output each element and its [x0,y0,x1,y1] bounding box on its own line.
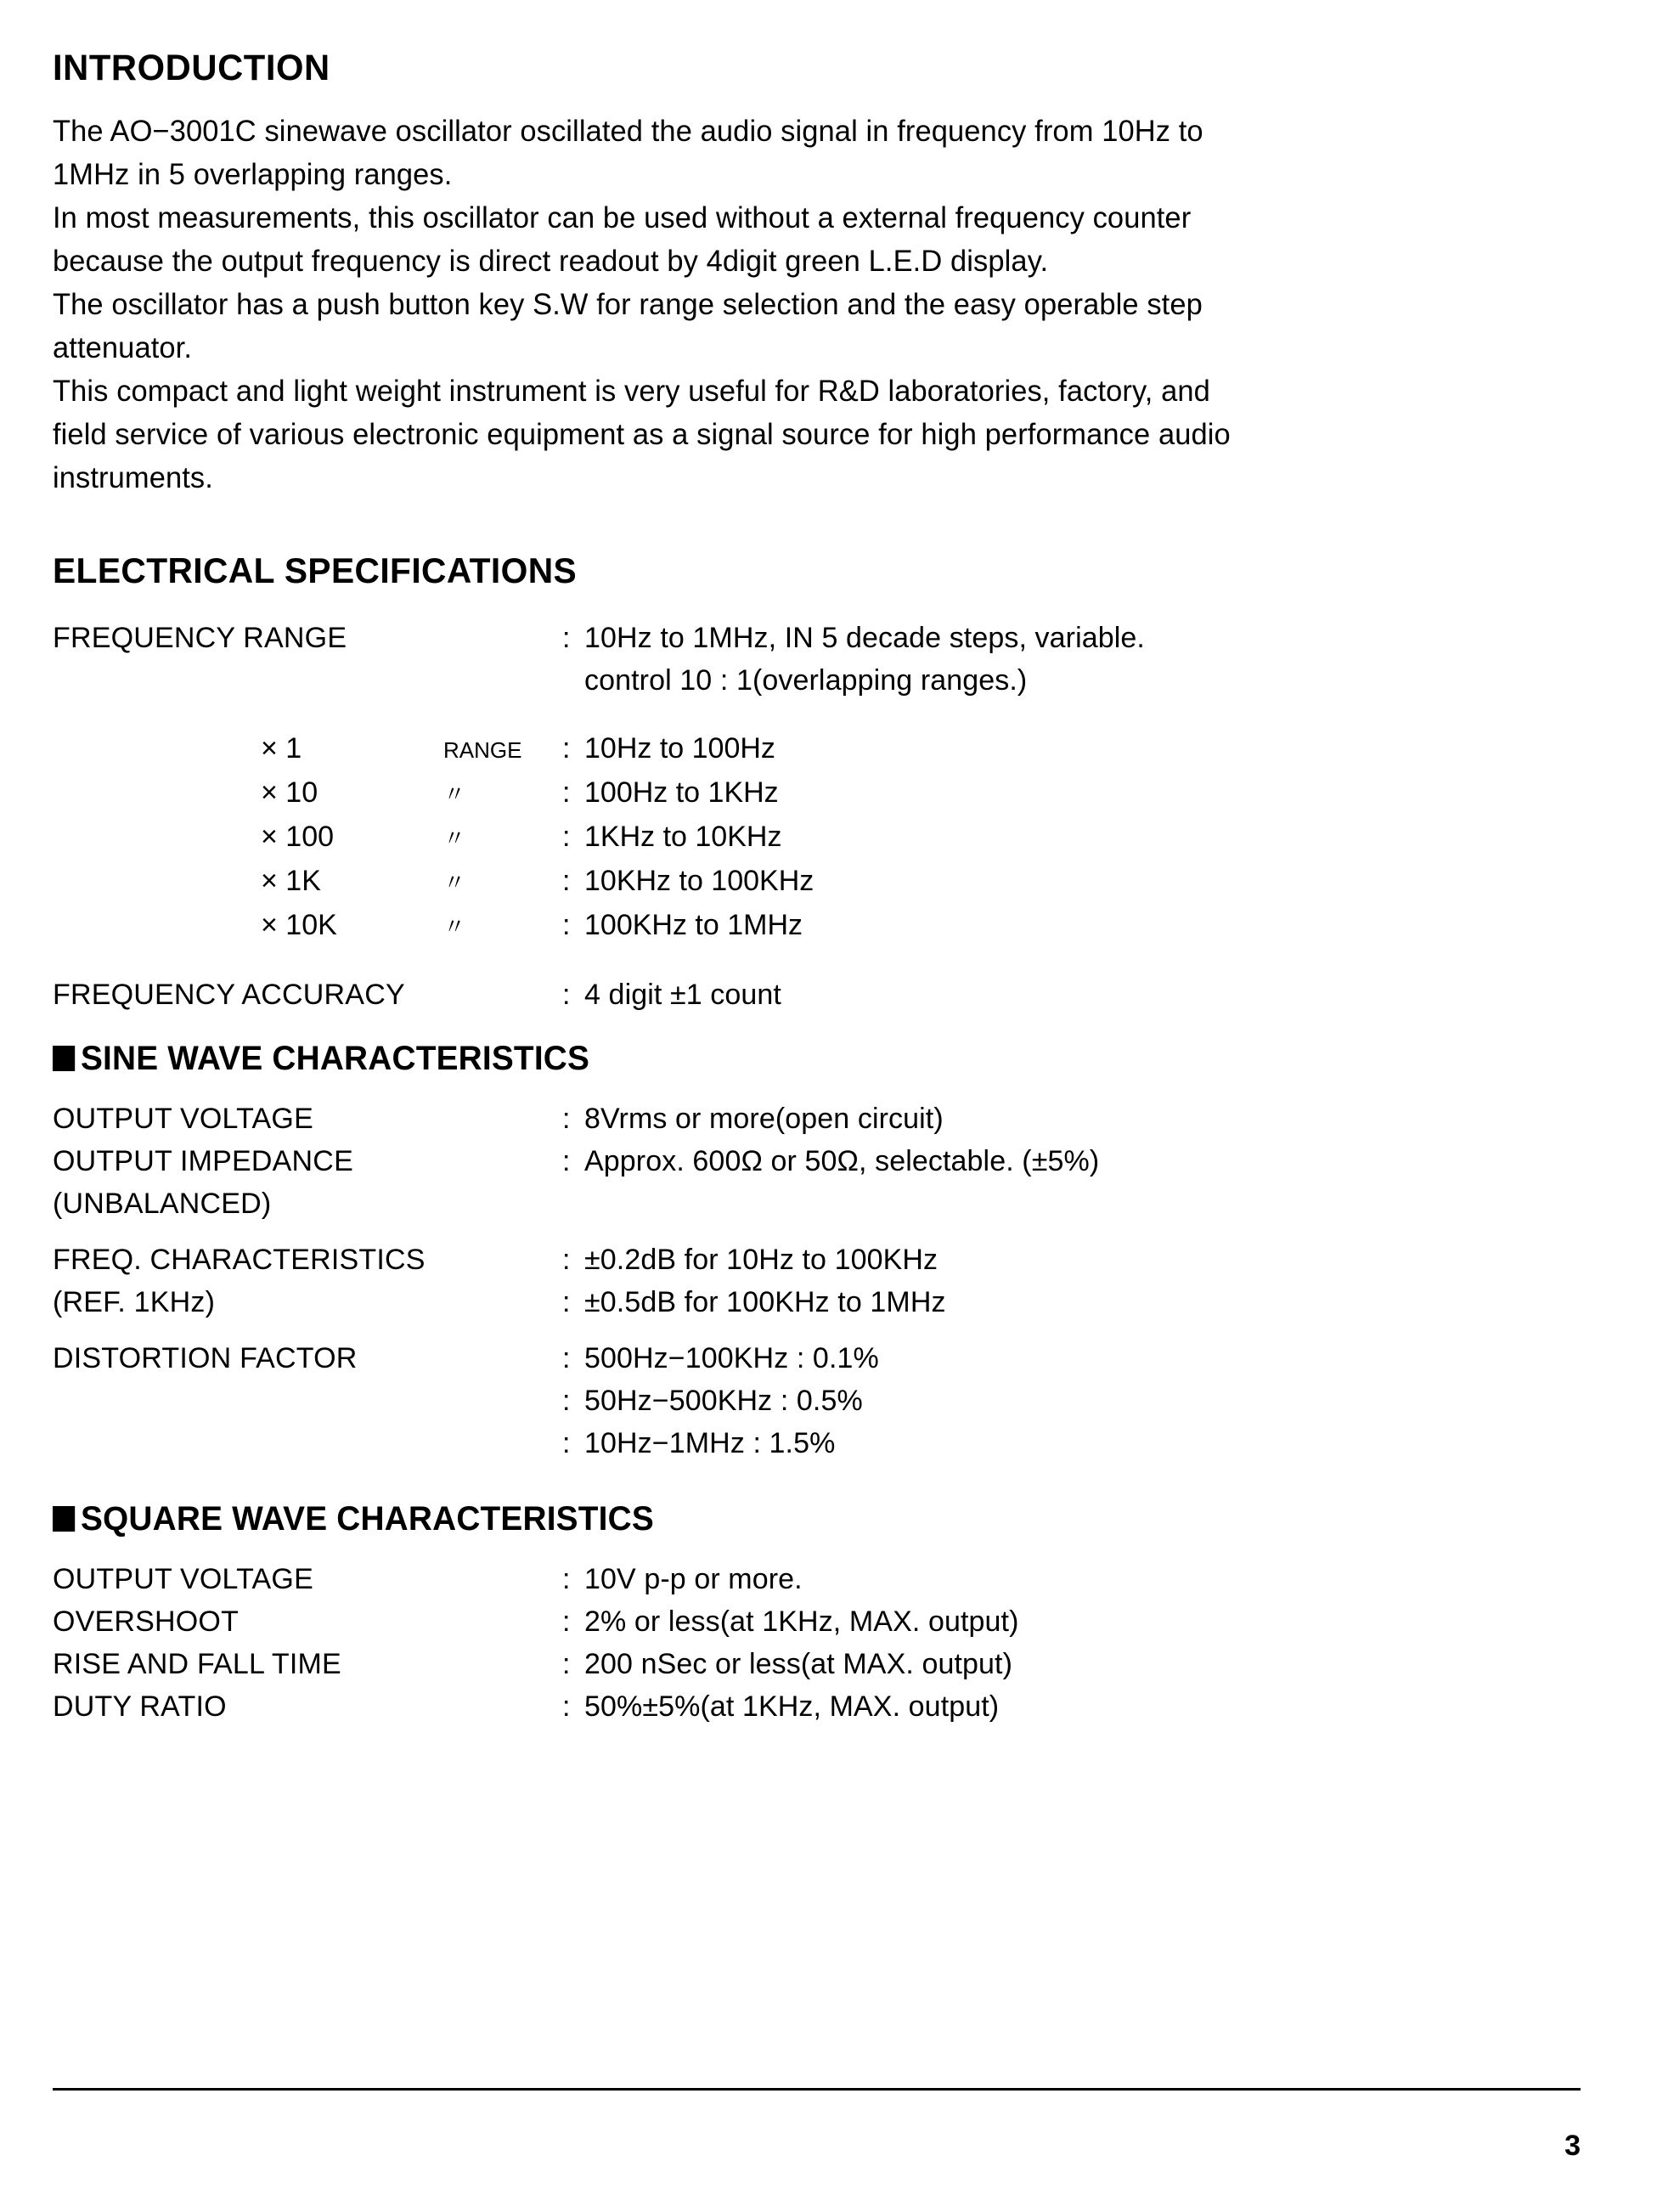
range-multiplier-table [53,727,1581,948]
colon-placeholder [562,659,584,702]
spacer [53,1016,1581,1041]
range-value [562,771,1581,814]
colon: : [562,1145,571,1178]
spec-row [53,1337,1581,1380]
spec-value-text: 50%±5%(at 1KHz, MAX. output) [584,1690,1000,1724]
sine-wave-heading [53,1040,1535,1078]
spec-row [53,617,1581,659]
spec-value [562,1600,1581,1643]
spec-value-text: Approx. 600Ω or 50Ω, selectable. (±5%) [584,1145,1100,1178]
spec-row [53,1685,1581,1728]
ditto-mark: 〃 [443,914,466,940]
spec-row [53,1643,1581,1685]
spec-value [562,659,1581,702]
spec-value [562,1558,1581,1600]
intro-line: 1MHz in 5 overlapping ranges. [53,158,453,192]
frequency-accuracy-row [53,973,1581,1016]
filled-square-icon [53,1046,75,1071]
spec-row [53,1281,1581,1323]
ditto-mark: 〃 [443,870,466,896]
range-row [53,904,1581,948]
range-value [562,904,1581,946]
colon: : [562,821,571,854]
range-value-text: 10Hz to 100Hz [584,732,775,765]
footer-divider [53,2088,1581,2091]
page-number: 3 [1564,2130,1581,2162]
range-multiplier: × 10 [261,776,318,810]
spec-row [53,1422,1581,1464]
spec-row [53,1098,1581,1140]
sine-wave-table [53,1098,1581,1464]
range-value [562,727,1581,770]
spec-value-text: ±0.5dB for 100KHz to 1MHz [584,1286,946,1319]
colon: : [562,1605,571,1639]
colon: : [562,979,571,1012]
spec-label: (REF. 1KHz) [53,1286,216,1319]
spec-value [562,973,1581,1016]
spacer [53,702,1581,727]
colon: : [562,865,571,898]
spacer [53,1323,1581,1337]
intro-line: The AO−3001C sinewave oscillator oscillated the audio signal in frequency from 10Hz to [53,115,1203,149]
colon: : [562,1690,571,1724]
range-suffix: RANGE [443,737,522,764]
spec-value-text: ±0.2dB for 10Hz to 100KHz [584,1244,938,1277]
ditto-mark: 〃 [443,782,466,808]
page-content [53,49,1581,1728]
range-row [53,727,1581,771]
colon: : [562,776,571,810]
range-multiplier: × 100 [261,821,335,854]
range-value-text: 100KHz to 1MHz [584,909,803,942]
colon: : [562,1286,571,1319]
range-multiplier: × 1K [261,865,321,898]
square-wave-table [53,1558,1581,1728]
range-value-text: 100Hz to 1KHz [584,776,779,810]
intro-line: because the output frequency is direct readout by 4digit green L.E.D display. [53,245,1049,279]
spec-label [53,1380,562,1422]
spec-value-text: 10Hz to 1MHz, IN 5 decade steps, variable. [584,622,1145,655]
introduction-heading: INTRODUCTION [53,48,330,88]
filled-square-icon [53,1506,75,1532]
intro-line: instruments. [53,461,213,495]
range-value [562,815,1581,858]
range-value-text: 1KHz to 10KHz [584,821,782,854]
spec-value [562,1182,1581,1225]
introduction-paragraph [53,110,1581,499]
colon: : [562,1244,571,1277]
range-row [53,815,1581,860]
intro-line: This compact and light weight instrument is very useful for R&D laboratories, factory, and [53,375,1210,409]
colon: : [562,622,571,655]
spec-row [53,659,1581,702]
spec-value-text: 2% or less(at 1KHz, MAX. output) [584,1605,1019,1639]
colon: : [562,1103,571,1136]
range-value [562,860,1581,902]
spec-value-text: 200 nSec or less(at MAX. output) [584,1648,1013,1681]
spec-value-text: 10V p-p or more. [584,1563,803,1596]
spec-value-text: 4 digit ±1 count [584,979,781,1012]
range-multiplier: × 1 [261,732,302,765]
spec-row [53,1239,1581,1281]
intro-line: field service of various electronic equipment as a signal source for high performance audio [53,418,1231,452]
sine-wave-heading-label: SINE WAVE CHARACTERISTICS [80,1040,590,1078]
spec-value [562,1337,1581,1380]
colon: : [562,1342,571,1375]
frequency-range-table [53,617,1581,702]
spec-label: FREQUENCY RANGE [53,622,347,655]
spec-value [562,1685,1581,1728]
square-wave-heading-label: SQUARE WAVE CHARACTERISTICS [80,1500,654,1538]
colon: : [562,909,571,942]
range-value-text: 10KHz to 100KHz [584,865,814,898]
spec-label: FREQUENCY ACCURACY [53,979,405,1012]
intro-line: attenuator. [53,331,193,365]
spec-label: OUTPUT VOLTAGE [53,1103,313,1136]
square-wave-heading [53,1502,1535,1536]
spec-row [53,1558,1581,1600]
colon: : [562,1385,571,1418]
spec-label [53,1422,562,1464]
colon: : [562,1648,571,1681]
spec-value-text: 500Hz−100KHz : 0.1% [584,1342,879,1375]
colon: : [562,732,571,765]
spec-value [562,1098,1581,1140]
spec-value-text: 8Vrms or more(open circuit) [584,1103,944,1136]
spec-value-text: 50Hz−500KHz : 0.5% [584,1385,863,1418]
range-row [53,860,1581,904]
range-multiplier: × 10K [261,909,337,942]
spacer [53,1464,1581,1502]
electrical-specifications-heading: ELECTRICAL SPECIFICATIONS [53,550,578,591]
spec-row [53,1600,1581,1643]
ditto-mark: 〃 [443,826,466,852]
spec-row [53,1140,1581,1182]
spec-value [562,1380,1581,1422]
spec-row [53,1380,1581,1422]
spec-value [562,1239,1581,1281]
spec-label: RISE AND FALL TIME [53,1648,341,1681]
colon: : [562,1563,571,1596]
spec-label: (UNBALANCED) [53,1188,272,1221]
spec-label: OVERSHOOT [53,1605,240,1639]
spec-value [562,1140,1581,1182]
spec-row [53,1182,1581,1225]
range-row [53,771,1581,815]
spec-label: OUTPUT IMPEDANCE [53,1145,353,1178]
spec-label: DUTY RATIO [53,1690,227,1724]
spec-value [562,1643,1581,1685]
spec-value [562,1281,1581,1323]
intro-line: In most measurements, this oscillator can be used without a external frequency counter [53,201,1192,235]
spec-value-text: control 10 : 1(overlapping ranges.) [584,664,1028,697]
spec-value-text: 10Hz−1MHz : 1.5% [584,1427,836,1460]
spec-label: DISTORTION FACTOR [53,1342,358,1375]
spec-value [562,617,1581,659]
spacer [53,948,1581,973]
spec-label: OUTPUT VOLTAGE [53,1563,313,1596]
spacer [53,1225,1581,1239]
spec-value [562,1422,1581,1464]
spec-label: FREQ. CHARACTERISTICS [53,1244,426,1277]
intro-line: The oscillator has a push button key S.W for range selection and the easy operable step [53,288,1203,322]
colon: : [562,1427,571,1460]
